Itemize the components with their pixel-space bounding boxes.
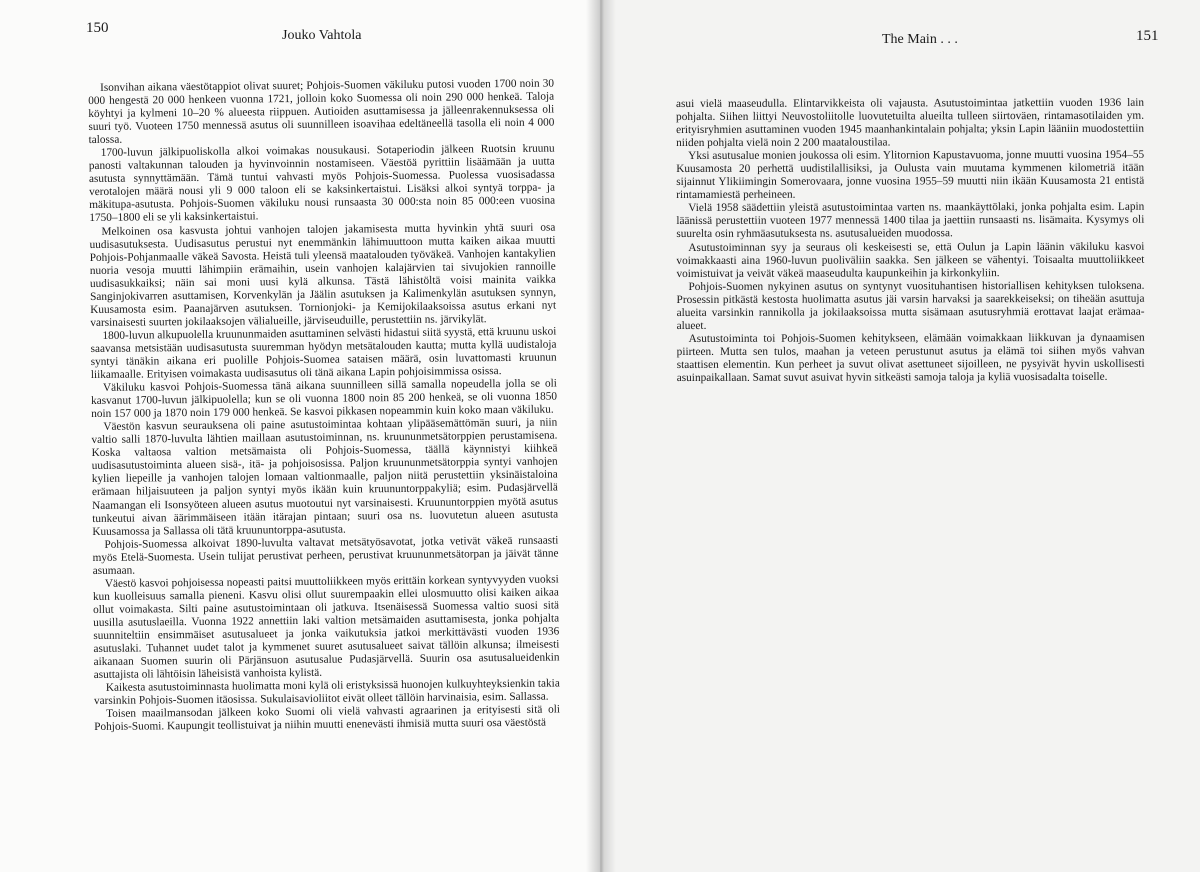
paragraph: Väestön kasvun seurauksena oli paine asutustoimintaa kohtaan ylipääsemättömän suuri, ja niin valtio salli 1870-luvulta lähtien maillaan asutustoiminnan, ns. kruununmetsätorppien perustamisena. Koska valtaosa valtion metsämaista oli Pohjois-Suomessa, täällä käynnistyi kiihkeä uudisasutustoiminta alueen sisä-, itä- ja pohjoisosissa. Paljon kruununmetsätorppia syntyi vanhojen kylien liepeille ja vanhojen talojen lomaan valtionmaalle, paljon niitä perustettiin yksinäistaloina erämaan hiljaisuuteen ja paljon syntyi myös ikään kuin kruununtorppakyliä; esim. Pudasjärvellä Naamangan eli Isonsyöteen alueen asutus muotoutui nyt varsinaisesti. Kruununtorppien myötä asutus tunkeutui aivan äärimmäiseen itään itärajan pintaan; suuri osa ns. luovutetun alueen asutusta Kuusamossa ja Sallassa oli tätä kruununtorppa-asutusta. bbox=[91, 416, 559, 538]
paragraph: Pohjois-Suomen nykyinen asutus on syntynyt vuosituhantisen historiallisen kehityksen tuloksena. Prosessin pitkästä kestosta huolimatta asutus jäi varsin harvaksi ja saarekkeiseksi; on tiheään asuttuja alueita varsinkin rannikolla ja jokilaaksoissa mutta sisämaan asutusryhmiä erottavat laajat erämaa-alueet. bbox=[676, 279, 1145, 332]
body-text bbox=[676, 97, 1145, 385]
right-page bbox=[600, 0, 1200, 872]
paragraph: 1700-luvun jälkipuoliskolla alkoi voimakas nousukausi. Sotaperiodin jälkeen Ruotsin kruunu panosti valtakunnan talouden ja hyvinvoinnin nostamiseen. Väestöä pyrittiin lisäämään ja uutta asutusta synnyttämään. Tämä tuntui vahvasti myös Pohjois-Suomessa. Puolessa vuosisadassa verotalojen määrä nousi yli 9 000 taloon eli se kaksinkertaistui. Lisäksi alkoi syntyä torppa- ja mäkitupa-asutusta. Pohjois-Suomen väkiluku nousi runsaasta 30 000:sta noin 85 000:een vuosina 1750–1800 eli se yli kaksinkertaistui. bbox=[88, 142, 556, 225]
paragraph: Väestö kasvoi pohjoisessa nopeasti paitsi muuttoliikkeen myös erittäin korkean syntyvyyden vuoksi kun kuolleisuus samalla pieneni. Kasvu olisi ollut suurempaakin ellei ulosmuutto olisi kaiken aikaa ollut voimakasta. Silti paine asutustoimintaan oli jatkuva. Itsenäisessä Suomessa valtio suosi sitä uusilla asutuslaeilla. Vuonna 1922 annettiin laki valtion metsämaiden asuttamisesta, jonka pohjalta suunniteltiin ensimmäiset asutusalueet ja jonka vaikutuksia jatkoi merkittävästi vuoden 1936 asutuslaki. Tuhannet uudet talot ja kymmenet suuret asutusalueet saivat tällöin alkunsa; ilmeisesti aikanaan Suomen suurin oli Pärjänsuon asutusalue Pudasjärvellä. Suurin osa asutusalueidenkin asuttajista oli lähtöisin läheisistä vanhoista kylistä. bbox=[92, 573, 560, 682]
paragraph: Kaikesta asutustoiminnasta huolimatta moni kylä oli eristyksissä huonojen kulkuyhteyksienkin takia varsinkin Pohjois-Suomen itäosissa. Sukulaisavioliitot eivät olleet tällöin harvinaisia, esim. Sallassa. bbox=[93, 677, 560, 708]
paragraph: Yksi asutusalue monien joukossa oli esim. Ylitornion Kapustavuoma, jonne muutti vuosina 1954–55 Kuusamosta 20 perhettä uudistilallisiksi, ja Oulusta vain muutama kymmenen kilometriä itään sijainnut Ylikiimingin Somerovaara, jonne vuosina 1955–59 muutti niin ikään Kuusamosta 21 entistä rintamamiestä perheineen. bbox=[676, 148, 1145, 202]
paragraph: Asutustoiminnan syy ja seuraus oli keskeisesti se, että Oulun ja Lapin läänin väkiluku kasvoi voimakkaasti aina 1960-luvun puoliväliin saakka. Sen jälkeen se vähentyi. Toisaalta muuttoliikkeet voimistuivat ja veivät väkeä maaseudulta kaupunkeihin ja kirkonkyliin. bbox=[676, 240, 1145, 280]
page-number: 151 bbox=[1136, 28, 1159, 44]
paragraph: 1800-luvun alkupuolella kruununmaiden asuttaminen selvästi hidastui siitä syystä, että kruunu uskoi saavansa metsistään uudisasutusta suuremman hyödyn metsätalouden kautta; mutta kyllä uudistaloja syntyi tänäkin aikana eri puolille Pohjois-Suomea sataisen määrä, osin luvattomasti kruunun liikamaalle. Erityisen voimakasta uudisasutus oli tänä aikana Lapin pohjoisimmissa osissa. bbox=[90, 325, 557, 382]
paragraph: Melkoinen osa kasvusta johtui vanhojen talojen jakamisesta mutta hyvinkin yhtä suuri osa uudisasutuksesta. Uudisasutus perustui nyt enemmänkin lähimuuttoon mutta kaiken aikaa muutti Pohjois-Pohjanmaalle väkeä Savosta. Heistä tuli yleensä maatalouden työväkeä. Vanhojen kantakylien nuoria vesoja muutti lähimpiin erämaihin, usein vanhojen kalajärvien tai sivujokien rannoille uudisasukkaiksi; näin sai moni uusi kylä alkunsa. Tästä lähistöltä voisi mainita vaikka Sanginjokivarren asuttamisen, Korvenkylän ja Jäälin asutuksen ja Kalimenkylän asutuksen synnyn, Kuusamosta esim. Paanajärven asutuksen. Tornionjoki- ja Kemijokilaaksoissa asutus erkani nyt varsinaisesti suurten jokilaaksojen välialueille, järviseuduille, perustettiin ns. järvikylät. bbox=[89, 221, 557, 329]
paragraph: Väkiluku kasvoi Pohjois-Suomessa tänä aikana suunnilleen sillä samalla nopeudella jolla se oli kasvanut 1700-luvun jälkipuolella; kun se oli vuonna 1800 noin 85 200 henkeä, se oli vuonna 1850 noin 157 000 ja 1870 noin 179 000 henkeä. Se kasvoi pikkasen nopeammin kuin koko maan väkiluku. bbox=[91, 377, 558, 421]
paragraph: Pohjois-Suomessa alkoivat 1890-luvulta valtavat metsätyösavotat, jotka vetivät väkeä runsaasti myös Etelä-Suomesta. Usein tulijat perustivat perheen, perustivat kruununmetsätorpan ja jäivät tänne asumaan. bbox=[92, 534, 559, 577]
paragraph: Asutustoiminta toi Pohjois-Suomen kehitykseen, elämään voimakkaan liikkuvan ja dynaamisen piirteen. Mutta sen tulos, maahan ja veteen perustunut asutus ja elämä toi siihen myös vahvan staattisen elementin. Kun perheet ja suvut olivat asettuneet sijoilleen, ne pysyivät hyvin uskollisesti asuinpaikallaan. Samat suvut asuivat hyvin sitkeästi samoja taloja ja kyliä vuosisadalta toiselle. bbox=[676, 331, 1145, 384]
book-gutter-shadow bbox=[586, 0, 616, 872]
running-head: Jouko Vahtola bbox=[282, 28, 362, 43]
running-head: The Main . . . bbox=[882, 32, 958, 47]
paragraph: asui vielä maaseudulla. Elintarvikkeista oli vajausta. Asutustoimintaa jatkettiin vuoden 1936 lain pohjalta. Siihen liittyi Neuvostoliitolle luovutetuilta alueilta tulleen siirtoväen, rintamasotilaiden ym. erityisryhmien asuttaminen vuoden 1945 maanhankintalain pohjalta; yksin Lapin lääniin muodostettiin niiden pohjalta vielä noin 2 200 maataloustilaa. bbox=[676, 96, 1145, 150]
paragraph: Toisen maailmansodan jälkeen koko Suomi oli vielä vahvasti agraarinen ja erityisesti sitä oli Pohjois-Suomi. Kaupungit teollistuivat ja niihin muutti enenevästi ihmisiä mutta suuri osa väestöstä bbox=[94, 703, 561, 734]
body-text bbox=[88, 78, 560, 735]
page-number: 150 bbox=[86, 20, 109, 36]
paragraph: Vielä 1958 säädettiin yleistä asutustoimintaa varten ns. maankäyttölaki, jonka pohjalta esim. Lapin läänissä perustettiin vuoteen 1977 mennessä 1400 tilaa ja jaettiin runsaasti ns. lisämaita. Kysymys oli suurelta osin ryhmäasutuksesta ns. asutusalueiden muodossa. bbox=[676, 201, 1145, 241]
paragraph: Isonvihan aikana väestötappiot olivat suuret; Pohjois-Suomen väkiluku putosi vuoden 1700 noin 30 000 hengestä 20 000 henkeen vuonna 1721, jolloin koko Suomessa oli noin 290 000 henkeä. Taloja köyhtyi ja kylmeni 10–20 % alueesta riippuen. Autioiden asuttamisessa ja jälleenrakennuksessa oli suuri työ. Vuoteen 1750 mennessä asutus oli suunnilleen isoavihaa edeltäneellä tasolla eli noin 4 000 talossa. bbox=[88, 77, 555, 147]
